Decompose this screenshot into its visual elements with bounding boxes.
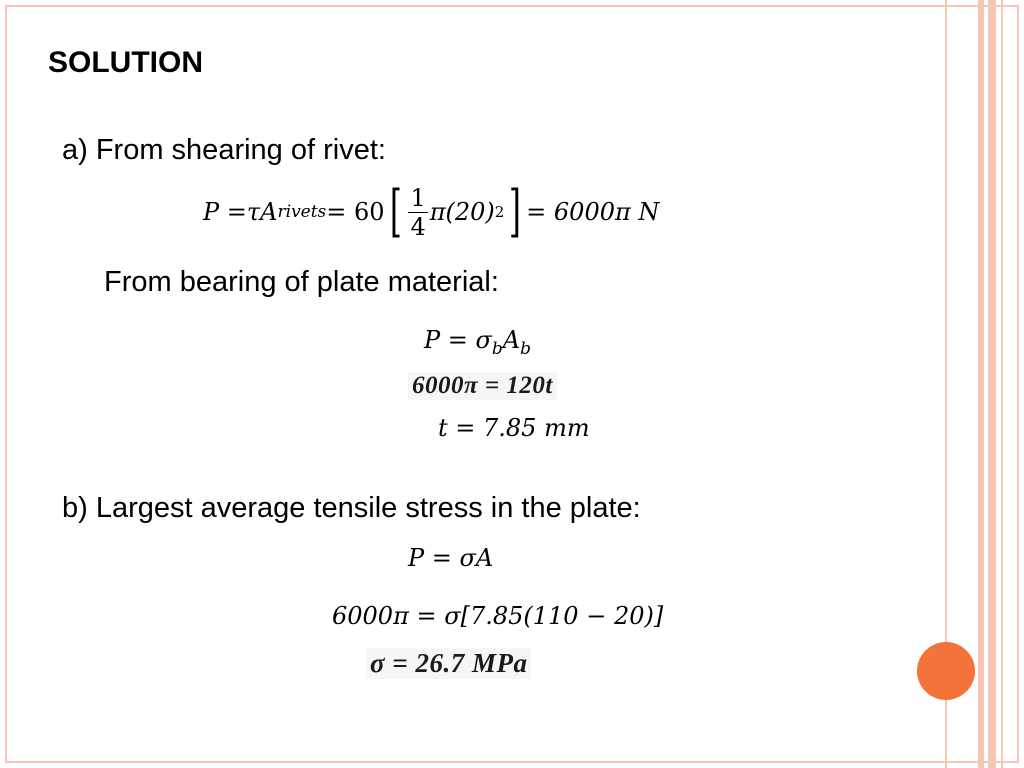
decorative-orange-circle [917,642,975,700]
equation-tensile-substitution: 6000π = σ[7.85(110 − 20)] [332,602,664,630]
equation-tensile-force: P = σA [408,544,494,572]
eq2-lhs: P = σ [424,326,492,354]
fraction-one-quarter [408,184,427,241]
eq1-pi-term: π(20) [429,198,495,226]
left-bracket: [ [389,179,402,244]
part-b-label: b) Largest average tensile stress in the plate: [62,492,641,524]
slide-title: SOLUTION [48,46,203,79]
eq1-rhs: = 6000π N [526,198,660,226]
eq1-equals-60: = 60 [326,198,385,226]
equation-thickness-result: t = 7.85 mm [438,414,590,442]
eq2-sub1: b [491,339,503,359]
eq1-subscript: rivets [277,202,327,222]
equation-shear-force [203,172,659,252]
frac-denominator: 4 [410,212,426,241]
eq1-tau-area: τA [246,198,278,226]
eq2-sub2: b [520,339,532,359]
eq2-area: A [502,326,521,354]
eq1-exponent: 2 [494,203,505,221]
frac-numerator: 1 [410,183,426,212]
part-a-label: a) From shearing of rivet: [62,134,386,166]
equation-bearing-substitution: 6000π = 120t [408,372,557,400]
equation-stress-result: σ = 26.7 MPa [366,648,531,679]
equation-bearing-force [424,326,531,359]
eq1-lhs: P = [203,198,247,226]
right-bracket: ] [509,179,522,244]
bearing-label: From bearing of plate material: [104,266,499,298]
